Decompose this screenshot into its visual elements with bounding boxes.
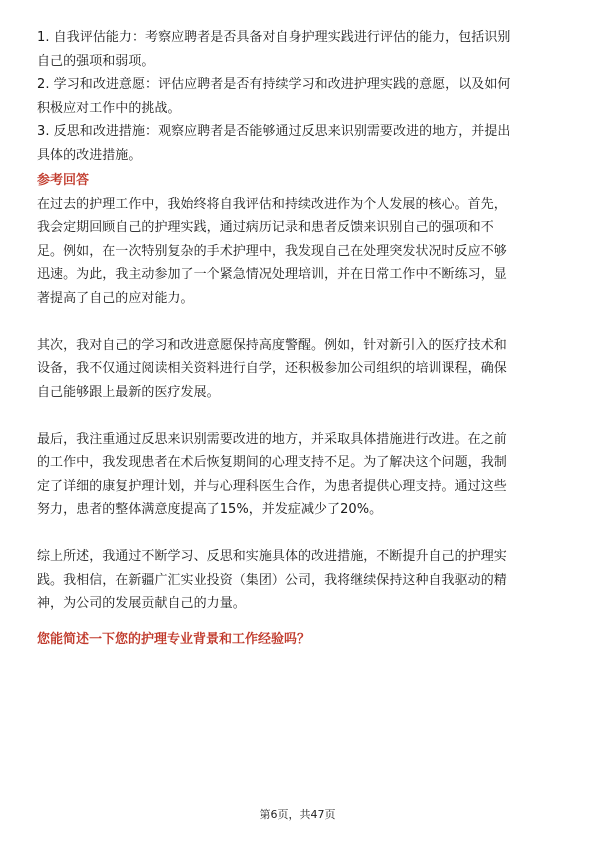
paragraph-line: 努力，患者的整体满意度提高了15%，并发症减少了20%。	[37, 502, 383, 517]
criteria-line: 3. 反思和改进措施：观察应聘者是否能够通过反思来识别需要改进的地方，并提出	[37, 124, 511, 139]
paragraph-line: 设备，我不仅通过阅读相关资料进行自学，还积极参加公司组织的培训课程，确保	[37, 361, 507, 376]
paragraph-line: 足。例如，在一次特别复杂的手术护理中，我发现自己在处理突发状况时反应不够	[37, 243, 507, 259]
criteria-line: 积极应对工作中的挑战。	[37, 100, 181, 116]
criteria-line: 自己的强项和弱项。	[37, 53, 155, 69]
answer-paragraph	[37, 545, 562, 616]
answer-paragraph	[37, 428, 562, 522]
paragraph-line: 综上所述，我通过不断学习、反思和实施具体的改进措施，不断提升自己的护理实	[37, 549, 507, 564]
criteria-line: 1. 自我评估能力：考察应聘者是否具备对自身护理实践进行评估的能力，包括识别	[37, 30, 511, 45]
paragraph-line: 践。我相信，在新疆广汇实业投资（集团）公司，我将继续保持这种自我驱动的精	[37, 572, 507, 588]
paragraph-line: 迅速。为此，我主动参加了一个紧急情况处理培训，并在日常工作中不断练习，显	[37, 267, 507, 282]
document-page	[37, 26, 562, 651]
answer-paragraph	[37, 193, 562, 311]
paragraph-line: 最后，我注重通过反思来识别需要改进的地方，并采取具体措施进行改进。在之前	[37, 431, 507, 447]
criteria-item	[37, 73, 562, 120]
paragraph-spacer	[37, 404, 562, 428]
paragraph-line: 神，为公司的发展贡献自己的力量。	[37, 596, 246, 611]
criteria-item	[37, 120, 562, 167]
paragraph-line: 著提高了自己的应对能力。	[37, 290, 194, 306]
criteria-list	[37, 26, 562, 167]
paragraph-line: 我会定期回顾自己的护理实践，通过病历记录和患者反馈来识别自己的强项和不	[37, 220, 494, 235]
criteria-line: 具体的改进措施。	[37, 147, 142, 163]
paragraph-spacer	[37, 310, 562, 334]
answer-paragraph	[37, 334, 562, 405]
paragraph-spacer	[37, 522, 562, 546]
paragraph-line: 的工作中，我发现患者在术后恢复期间的心理支持不足。为了解决这个问题，我制	[37, 455, 507, 470]
next-question-heading: 您能简述一下您的护理专业背景和工作经验吗？	[37, 631, 311, 647]
paragraph-line: 定了详细的康复护理计划，并与心理科医生合作，为患者提供心理支持。通过这些	[37, 478, 507, 494]
criteria-line: 2. 学习和改进意愿：评估应聘者是否有持续学习和改进护理实践的意愿，以及如何	[37, 77, 511, 92]
paragraph-line: 其次，我对自己的学习和改进意愿保持高度警醒。例如，针对新引入的医疗技术和	[37, 337, 507, 353]
answer-heading: 参考回答	[37, 173, 90, 188]
paragraph-line: 在过去的护理工作中，我始终将自我评估和持续改进作为个人发展的核心。首先，	[37, 196, 507, 212]
page-number-footer: 第6页，共47页	[259, 808, 336, 821]
criteria-item	[37, 26, 562, 73]
paragraph-line: 自己能够跟上最新的医疗发展。	[37, 384, 220, 400]
